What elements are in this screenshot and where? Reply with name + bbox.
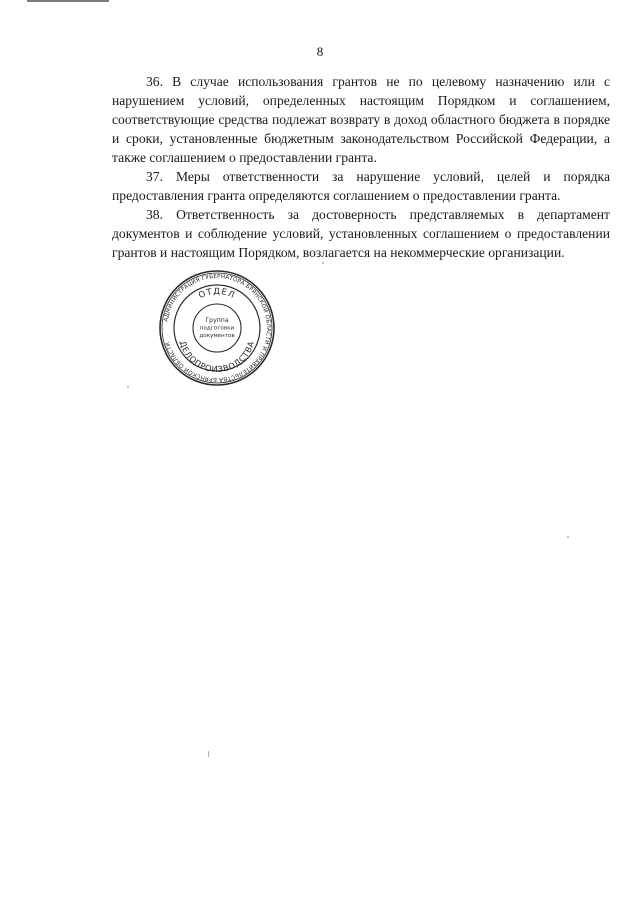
scan-edge-line	[27, 0, 109, 2]
scan-speck	[208, 751, 209, 757]
stamp-bottom-arc-text: ДЕЛОПРОИЗВОДСТВА	[177, 339, 257, 375]
page-number: 8	[316, 44, 324, 59]
scan-speck	[322, 262, 324, 264]
paragraph-36: 36. В случае использования грантов не по целевому назначению или с нарушением условий, определенных настоящим Порядком и соглашением, соответствующие средства подлежат возврату в доход областного бюджета в порядке и сроки, установленные бюджетным законодательством Российской Федерации, а также соглашением о предоставлении гранта.	[112, 74, 610, 165]
stamp-seal-icon	[157, 268, 277, 388]
stamp-outer-text: АДМИНИСТРАЦИЯ ГУБЕРНАТОРА БРЯНСКОЙ ОБЛАСТИ И ПРАВИТЕЛЬСТВА БРЯНСКОЙ ОБЛАСТИ	[163, 273, 272, 383]
stamp-center-line-2: подготовки	[199, 325, 235, 332]
document-body	[112, 72, 610, 262]
stamp-center-line-3: документов	[199, 333, 235, 339]
scan-speck	[127, 386, 129, 388]
stamp-center-line-1: Группа	[205, 317, 229, 324]
paragraph-37: 37. Меры ответственности за нарушение условий, целей и порядка предоставления гранта определяются соглашением о предоставлении гранта.	[112, 169, 610, 203]
scan-speck	[567, 536, 569, 538]
svg-text:ОТДЕЛ	[197, 287, 237, 301]
paragraph-38: 38. Ответственность за достоверность представляемых в департамент документов и соблюдение условий, установленных соглашением о предоставлении грантов и настоящим Порядком, возлагается на некоммерческие организации.	[112, 207, 610, 260]
stamp-top-arc-text: ОТДЕЛ	[197, 286, 237, 302]
office-stamp	[157, 268, 277, 388]
